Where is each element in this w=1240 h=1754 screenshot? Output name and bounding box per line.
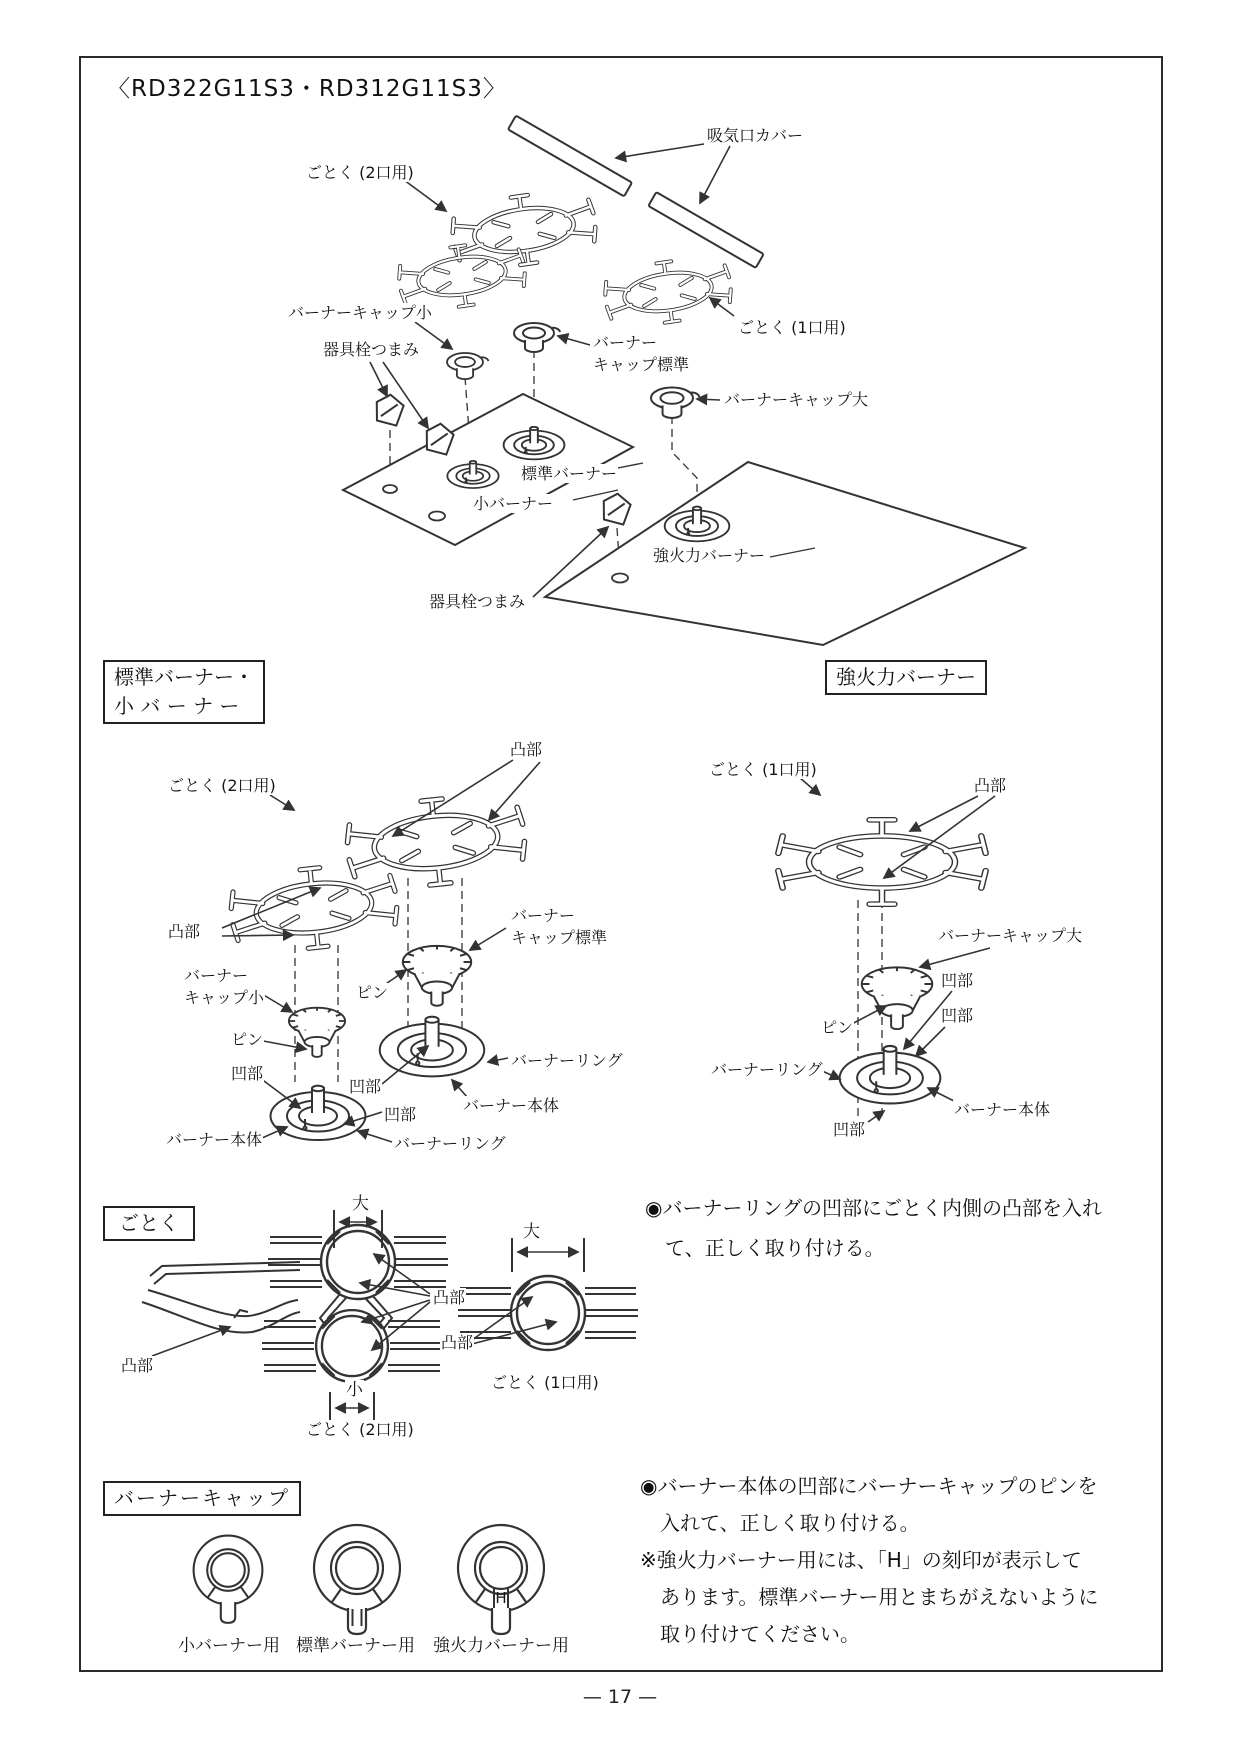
label-protrusion-left: 凸部 xyxy=(168,922,201,941)
label-small-burner: 小バーナー xyxy=(473,494,554,513)
cap-note-line2: 入れて、正しく取り付ける。 xyxy=(660,1511,920,1535)
label-recess-hp-a: 凹部 xyxy=(941,971,974,990)
label-recess-hp-c: 凹部 xyxy=(833,1120,866,1139)
caption-cap-small: 小バーナー用 xyxy=(178,1636,280,1656)
h-engraving-mark: H xyxy=(495,1589,507,1607)
label-cap-small-line2: キャップ小 xyxy=(184,988,265,1007)
label-burner-cap-small: バーナーキャップ小 xyxy=(288,303,433,322)
trivet-note-line1: ◉バーナーリングの凹部にごとく内側の凸部を入れ xyxy=(645,1196,1103,1220)
label-intake-cover: 吸気口カバー xyxy=(707,126,804,145)
title-trivet: ごとく xyxy=(119,1211,179,1235)
caption-cap-high-power: 強火力バーナー用 xyxy=(433,1636,569,1656)
title-high-power: 強火力バーナー xyxy=(836,665,976,689)
label-pin-left: ピン xyxy=(231,1030,264,1049)
top-exploded-diagram xyxy=(343,116,1025,645)
label-ring-hp: バーナーリング xyxy=(711,1060,823,1079)
label-burner-cap-large: バーナーキャップ大 xyxy=(724,390,869,409)
page-number: — 17 — xyxy=(582,1686,658,1708)
label-pin-hp: ピン xyxy=(821,1018,854,1037)
burner-cap-note xyxy=(640,1468,1115,1653)
section-title-trivet xyxy=(103,1206,195,1241)
label-body-left: バーナー本体 xyxy=(166,1130,263,1149)
label-recess-hp-b: 凹部 xyxy=(941,1006,974,1025)
label-trivet-2burner-mid: ごとく (2口用) xyxy=(168,776,276,795)
section-title-burner-cap xyxy=(103,1481,301,1516)
label-trivet-1burner-mid: ごとく (1口用) xyxy=(709,760,817,779)
trivet-note xyxy=(645,1188,1115,1268)
burner-cap-diagram xyxy=(194,1525,544,1634)
section-title-high-power xyxy=(825,660,987,695)
cap-note-line5: 取り付けてください。 xyxy=(660,1622,860,1646)
label-trivet-2burner: ごとく (2口用) xyxy=(306,163,414,182)
label-large-1b: 大 xyxy=(523,1222,540,1242)
title-std-line2: 小 バ ー ナ ー xyxy=(114,694,240,718)
caption-trivet-1burner: ごとく (1口用) xyxy=(491,1373,599,1392)
label-large-2b: 大 xyxy=(352,1194,369,1214)
label-ring-bottom: バーナーリング xyxy=(394,1134,506,1153)
title-burner-cap: バーナーキャップ xyxy=(114,1486,290,1510)
caption-trivet-2burner: ごとく (2口用) xyxy=(306,1420,414,1439)
label-cap-large-hp: バーナーキャップ大 xyxy=(938,926,1083,945)
cap-note-line1: ◉バーナー本体の凹部にバーナーキャップのピンを xyxy=(640,1474,1098,1498)
label-body-hp: バーナー本体 xyxy=(954,1100,1051,1119)
label-protrusion-2b: 凸部 xyxy=(433,1288,466,1307)
label-burner-cap-std-line2: キャップ標準 xyxy=(593,355,690,374)
label-ring-right: バーナーリング xyxy=(511,1051,623,1070)
label-pin-right: ピン xyxy=(356,983,389,1002)
caption-cap-standard: 標準バーナー用 xyxy=(296,1636,415,1656)
label-recess-mid2: 凹部 xyxy=(384,1105,417,1124)
label-body-right: バーナー本体 xyxy=(463,1096,560,1115)
label-cap-std-line2: キャップ標準 xyxy=(511,928,608,947)
section-title-std-small xyxy=(103,660,265,724)
label-protrusion-1b: 凸部 xyxy=(441,1333,474,1352)
label-protrusion-top: 凸部 xyxy=(510,740,543,759)
label-protrusion-detail: 凸部 xyxy=(121,1356,154,1375)
label-small-2b: 小 xyxy=(346,1380,363,1400)
label-burner-cap-std-line1: バーナー xyxy=(593,333,658,352)
label-valve-knob: 器具栓つまみ xyxy=(323,340,420,359)
cap-note-line3: ※強火力バーナー用には、「H」の刻印が表示して xyxy=(640,1548,1082,1572)
label-cap-small-line1: バーナー xyxy=(184,966,249,985)
label-trivet-1burner: ごとく (1口用) xyxy=(738,318,846,337)
label-cap-std-line1: バーナー xyxy=(511,906,576,925)
model-numbers: 〈RD322G11S3・RD312G11S3〉 xyxy=(107,76,507,102)
label-high-power-burner: 強火力バーナー xyxy=(653,546,766,565)
label-recess-left: 凹部 xyxy=(231,1064,264,1083)
title-std-line1: 標準バーナー・ xyxy=(114,665,254,689)
label-standard-burner: 標準バーナー xyxy=(521,464,618,483)
cap-note-line4: あります。標準バーナー用とまちがえないように xyxy=(660,1585,1099,1609)
trivet-note-line2: て、正しく取り付ける。 xyxy=(665,1236,885,1260)
label-recess-mid: 凹部 xyxy=(349,1077,382,1096)
label-protrusion-hp: 凸部 xyxy=(974,776,1007,795)
label-valve-knob-2: 器具栓つまみ xyxy=(429,592,526,611)
